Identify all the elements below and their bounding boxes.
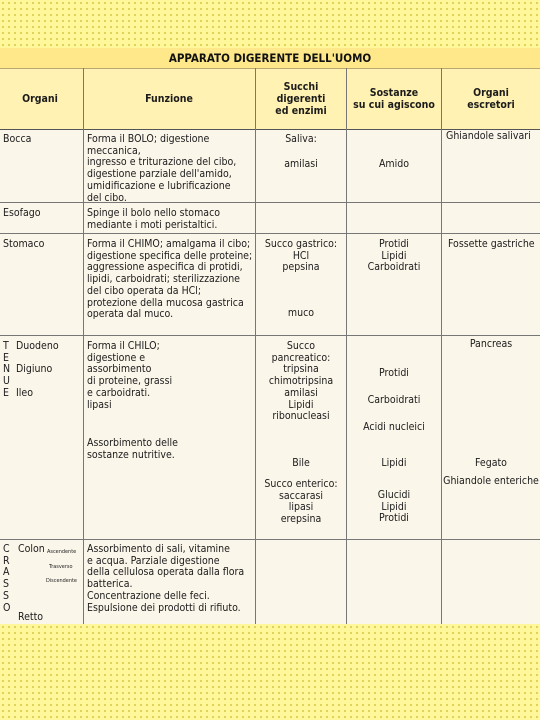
organs-tenue: Duodeno Digiuno Ileo [16,340,59,399]
header-succhi: Succhi digerenti ed enzimi [275,81,327,117]
header-row [0,68,540,130]
colon-trasverso: Trasverso [49,564,73,570]
sostanze-protidi: Protidi [379,367,409,379]
table-title: APPARATO DIGERENTE DELL'UOMO [0,48,540,68]
escretori-pancreas: Pancreas [469,338,513,350]
succhi-bile: Bile [292,457,310,469]
header-escretori: Organi escretori [467,87,515,111]
escretori-fegato: Fegato [475,457,507,469]
sostanze-lipidi: Lipidi [381,457,407,469]
colon-discendente: Discendente [46,578,77,584]
header-organi: Organi [22,93,58,105]
succhi-stomaco-muco: muco [287,307,315,319]
header-funzione: Funzione [145,93,193,105]
organ-bocca: Bocca [3,133,32,145]
organ-retto: Retto [18,611,44,623]
tenue-vertical-letters: T E N U E [3,340,11,399]
sostanze-stomaco: Protidi Lipidi Carboidrati [367,238,421,274]
escretori-stomaco: Fossette gastriche [448,238,535,250]
succhi-bocca-amilasi: amilasi [284,158,318,170]
scanned-table-image [0,48,540,624]
escretori-bocca: Ghiandole salivari [446,130,531,142]
crasso-vertical-letters: C R A S S O [3,543,11,614]
succhi-enterico: Succo enterico: saccarasi lipasi erepsina [264,478,338,526]
funzione-tenue-assorbimento: Assorbimento delle sostanze nutritive. [87,437,178,461]
succhi-stomaco: Succo gastrico: HCl pepsina [264,238,338,274]
header-sostanze: Sostanze su cui agiscono [353,87,435,111]
sostanze-bocca: Amido [378,158,410,170]
funzione-bocca: Forma il BOLO; digestione meccanica, ingresso e triturazione del cibo, digestione parziale dell'amido, umidificazione e lubrificazione del cibo. [87,133,237,204]
organ-esofago: Esofago [3,207,41,219]
row-divider [0,335,540,336]
colon-ascendente: Ascendente [47,549,77,555]
escretori-ghiandole-enteriche: Ghiandole enteriche [443,475,539,487]
column-divider [346,68,347,624]
succhi-pancreatico: Succo pancreatico: tripsina chimotripsina amilasi Lipidi ribonucleasi [268,340,334,423]
column-divider [83,68,84,624]
row-divider [0,233,540,234]
funzione-esofago: Spinge il bolo nello stomaco mediante i moti peristaltici. [87,207,221,231]
funzione-tenue: Forma il CHILO; digestione e assorbimento di proteine, grassi e carboidrati. lipasi [87,340,173,411]
sostanze-carboidrati: Carboidrati [367,394,421,406]
row-divider [0,202,540,203]
organ-stomaco: Stomaco [3,238,45,250]
organ-colon: Colon [18,543,45,555]
sostanze-acidi-nucleici: Acidi nucleici [363,421,425,433]
row-divider [0,539,540,540]
funzione-stomaco: Forma il CHIMO; amalgama il cibo; digestione specifica delle proteine; aggressione aspecifica di protidi, lipidi, carboidrati; sterilizzazione del cibo operata da HCl; protezione della mucosa gastrica operata dal muco. [87,238,253,321]
funzione-crasso: Assorbimento di sali, vitamine e acqua. Parziale digestione della cellulosa operata dalla flora batterica. Concentrazione delle feci. Espulsione dei prodotti di rifiuto. [87,543,245,614]
succhi-bocca-saliva: Saliva: [285,133,317,145]
sostanze-glucidi-lipidi-protidi: Glucidi Lipidi Protidi [377,489,411,525]
